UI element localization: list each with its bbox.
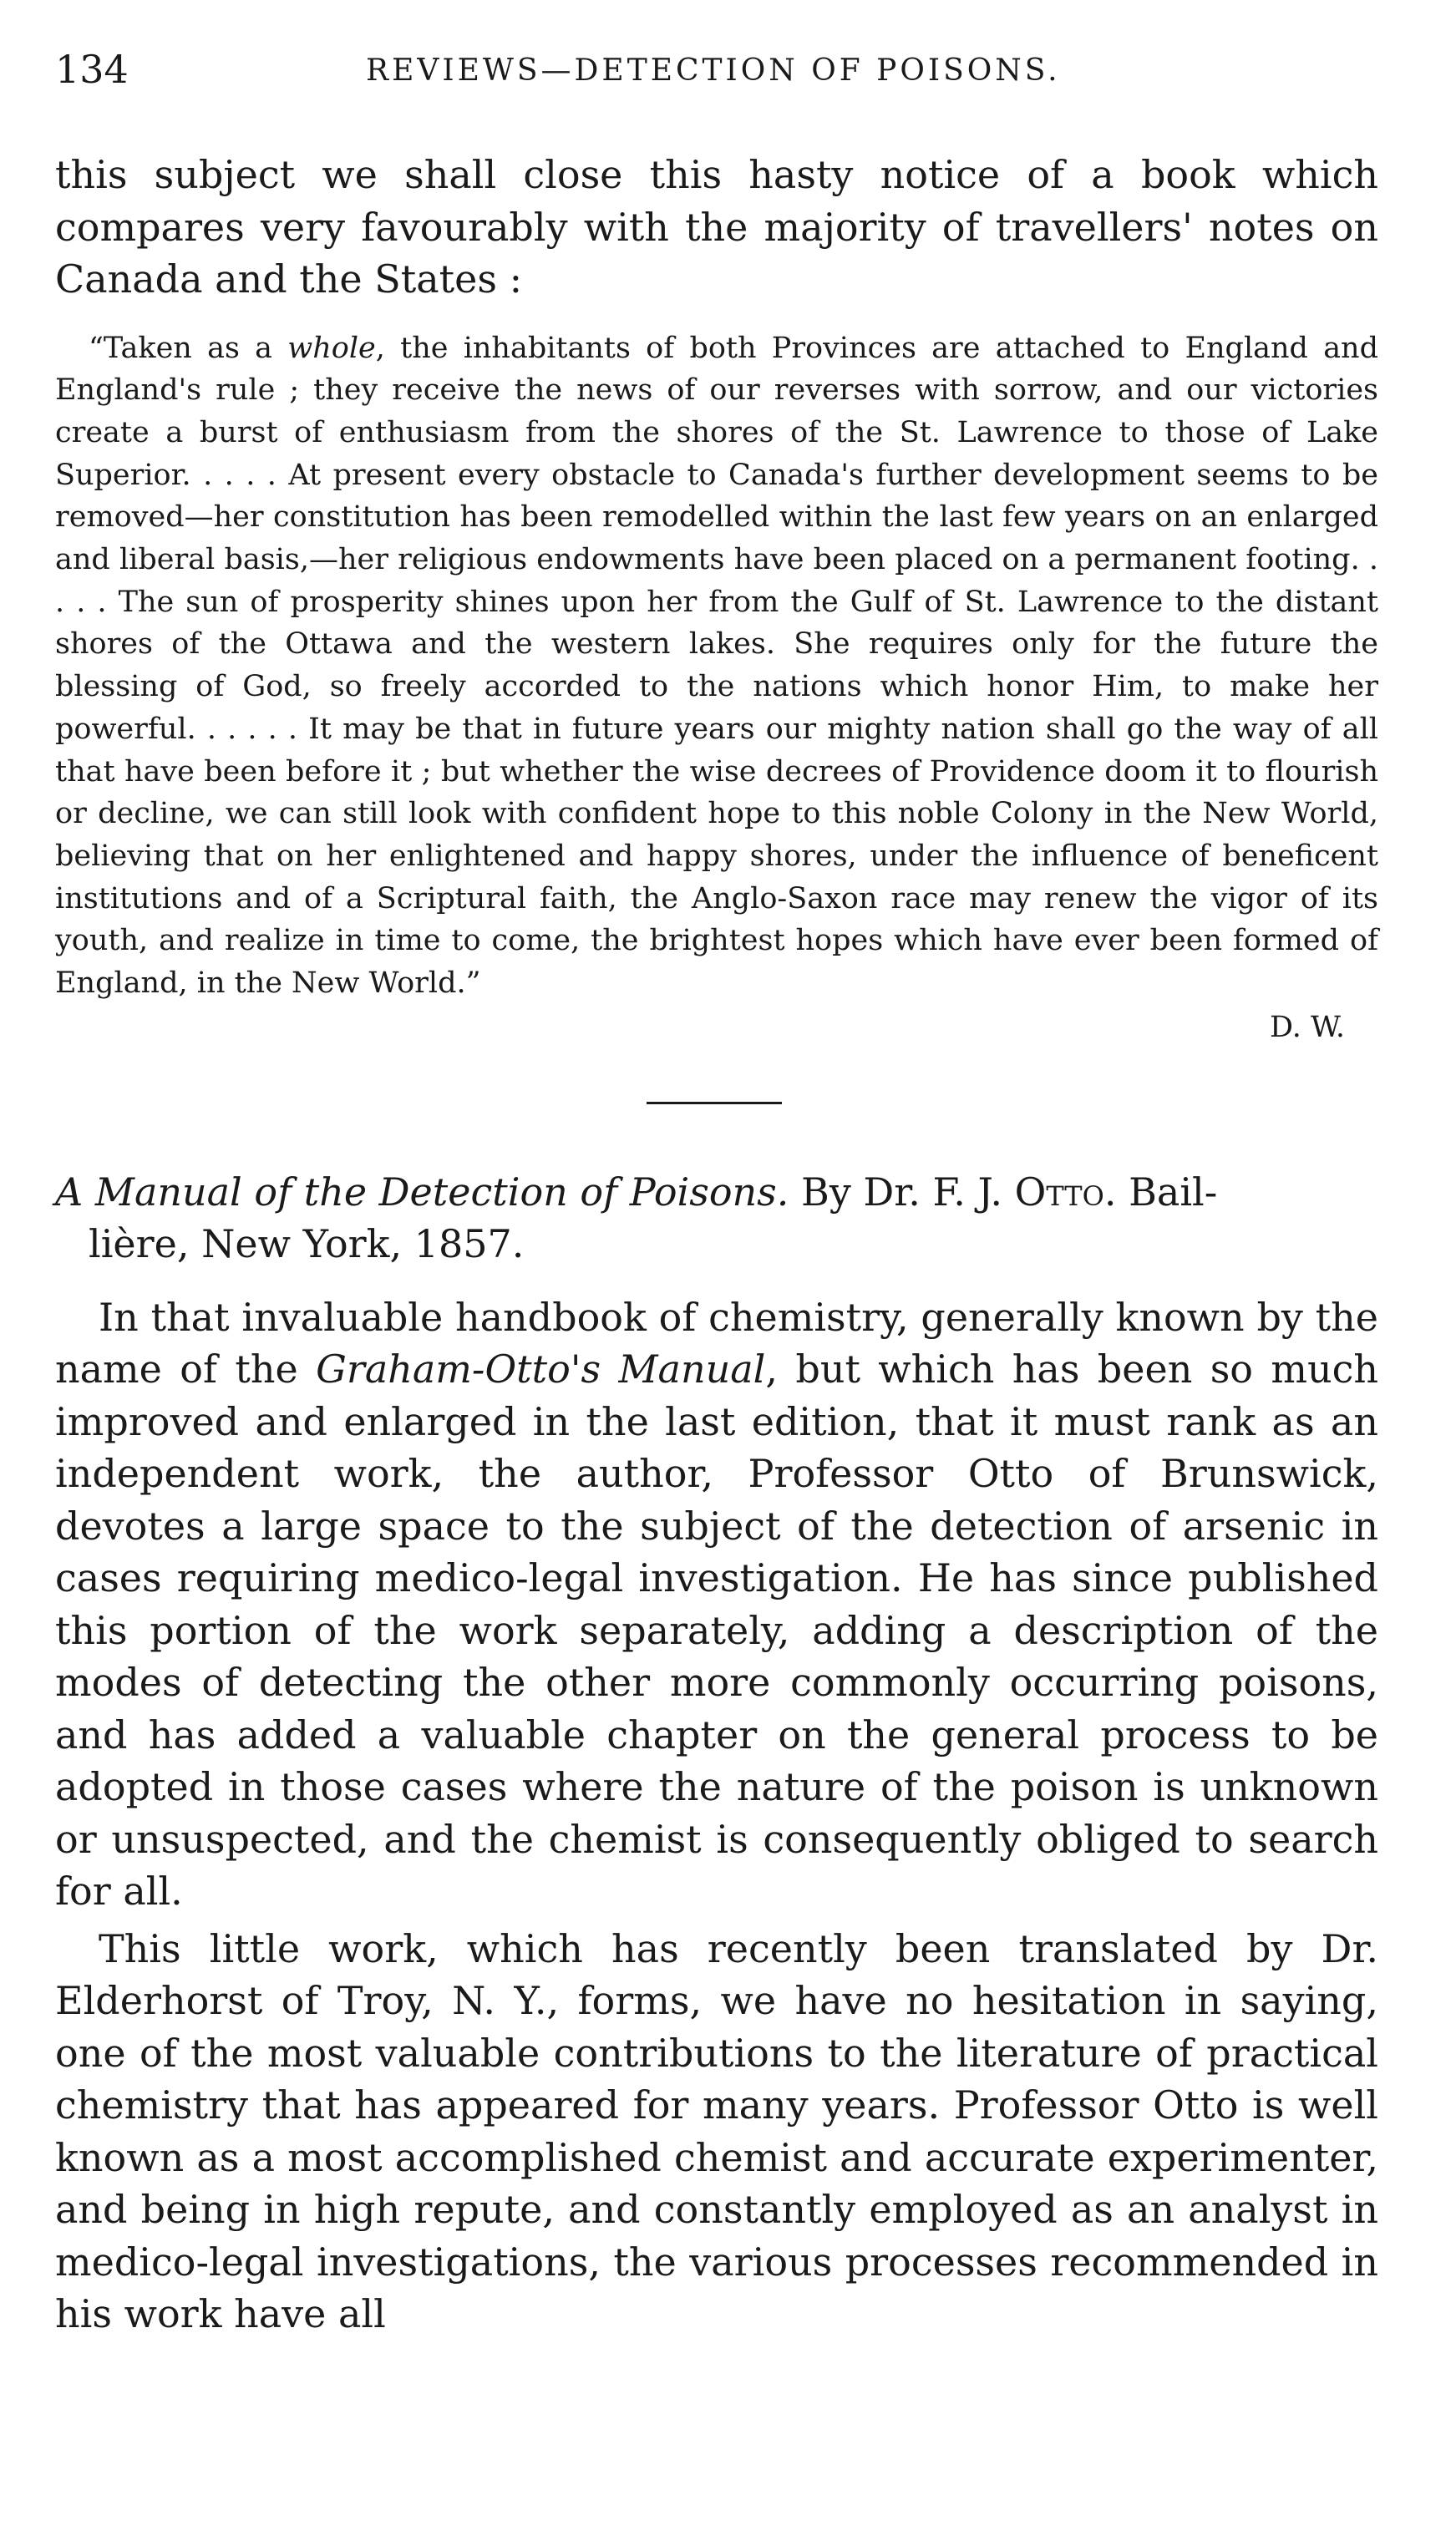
quote-text-rest: , the inhabitants of both Provinces are attached to England and England's rule ; they receive the news of our reverses with sorrow, and our victories create a burst of enthusiasm from the shores of the St. Lawrence to those of Lake Superior. . . . . At present every obstacle to Canada's further development seems to be removed—her constitution has been remodelled within the last few years on an enlarged and liberal basis,—her religious endowments have been placed on a permanent footing. . . . . The sun of prosperity shines upon her from the Gulf of St. Lawrence to the distant shores of the Ottawa and the western lakes. She requires only for the future the blessing of God, so freely accorded to the nations which honor Him, to make her powerful. . . . . . It may be that in future years our mighty nation shall go the way of all that have been before it ; but whether the wise decrees of Providence doom it to flourish or decline, we can still look with confident hope to this noble Colony in the New World, believing that on her enlightened and happy shores, under the influence of beneficent institutions and of a Scriptural faith, the Anglo-Saxon race may renew the vigor of its youth, and realize in time to come, the brightest hopes which have ever been formed of England, in the New World.” — [55, 331, 1379, 1001]
review-paragraph-2: This little work, which has recently been translated by Dr. Elderhorst of Troy, N. Y., forms, we have no hesitation in saying, one of the most valuable contributions to the literature of practical chemistry that has appeared for many years. Professor Otto is well known as a most accomplished chemist and accurate experimenter, and being in high repute, and constantly employed as an analyst in medico-legal investigations, the various processes recommended in his work have all — [55, 1925, 1378, 2337]
book-publisher-start: . Bail- — [1103, 1169, 1218, 1215]
section-divider — [647, 1102, 782, 1104]
review-paragraph-1-start: In that invaluable handbook of chemistry, generally known by the name of the — [55, 1294, 1378, 1392]
running-head — [55, 42, 1378, 100]
book-byline: By Dr. F. J. — [789, 1169, 1015, 1215]
manual-title-italic: Graham-Otto's Manual — [316, 1347, 766, 1392]
book-page — [55, 42, 1378, 2341]
review-paragraph-1-rest: , but which has been so much improved and enlarged in the last edition, that it must rank as an independent work, the author, Professor Otto of Brunswick, devotes a large space to the subject of the detection of arsenic in cases requiring medico-legal investigation. He has since published this portion of the work separately, adding a description of the modes of detecting the other more commonly occurring poisons, and has added a valuable chapter on the general process to be adopted in those cases where the nature of the poison is unknown or unsuspected, and the chemist is consequently obliged to search for all. — [55, 1347, 1379, 1915]
quote-emphasis: whole — [287, 331, 376, 365]
running-title: REVIEWS—DETECTION OF POISONS. — [366, 53, 1061, 88]
block-quote — [55, 327, 1378, 1048]
book-title: A Manual of the Detection of Poisons. — [55, 1169, 789, 1215]
quote-paragraph — [55, 327, 1378, 1005]
book-publisher-line: lière, New York, 1857. — [89, 1220, 525, 1266]
quote-signature: D. W. — [1269, 1010, 1345, 1044]
page-number: 134 — [55, 47, 129, 92]
intro-paragraph: this subject we shall close this hasty notice of a book which compares very favourably with the majority of travellers' notes on Canada and the States : — [55, 152, 1378, 302]
review-paragraph-1 — [55, 1291, 1378, 1918]
book-author: Otto — [1014, 1169, 1104, 1215]
review-heading — [55, 1166, 1378, 1270]
quote-text-start: “Taken as a — [89, 331, 288, 365]
